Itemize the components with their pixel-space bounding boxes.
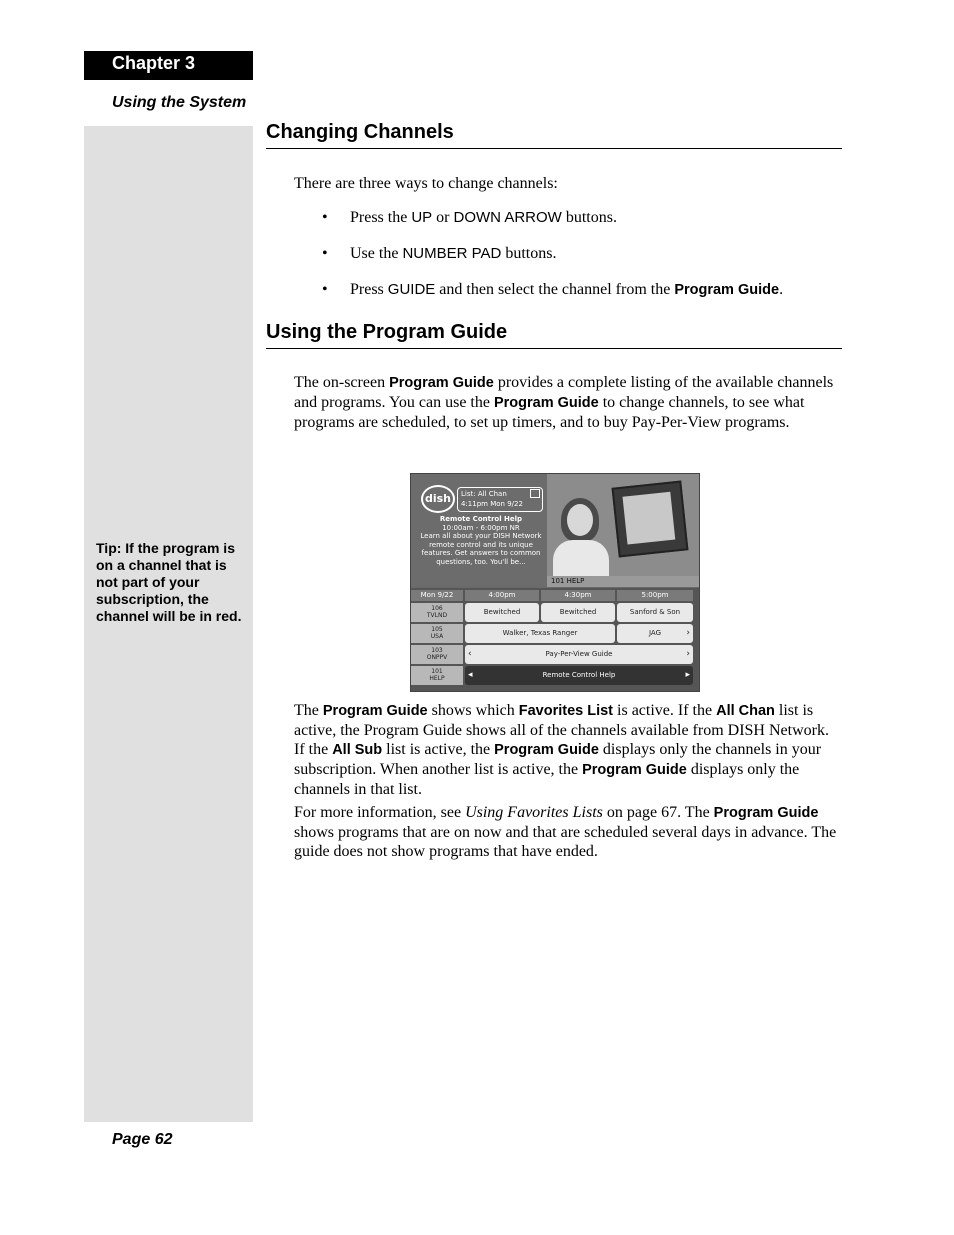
grid-channel: 105 USA: [411, 624, 463, 643]
triangle-left-icon: ◂: [468, 670, 473, 680]
presenter-face: [567, 504, 593, 536]
page-number: Page 62: [112, 1131, 173, 1148]
grid-time-slot: 4:00pm: [465, 590, 539, 601]
heading-changing-channels: Changing Channels: [266, 121, 842, 149]
favorites-list-indicator: [457, 487, 543, 512]
program-summary: Learn all about your DISH Network remote control and its unique features. Get answers to common questions, too. You'll be...: [420, 532, 542, 566]
grid-channel: 106 TVLND: [411, 603, 463, 622]
guide-info-panel: [411, 474, 547, 586]
section-label: Using the System: [112, 94, 247, 111]
video-preview: [547, 474, 699, 586]
chevron-right-icon: ›: [686, 649, 690, 659]
chevron-right-icon: ›: [686, 628, 690, 638]
guide-paragraph-2: The Program Guide shows which Favorites List is active. If the All Chan list is active, the Program Guide shows all of the channels available from DISH Network. If the All Sub list is active, the Program Guide displays only the channels in your subscription. When another list is active, the Program Guide displays only the channels in that list.: [294, 702, 829, 798]
current-time: 4:11pm Mon 9/22: [461, 500, 523, 508]
grid-time-slot: 5:00pm: [617, 590, 693, 601]
list-name: List: All Chan: [461, 490, 507, 498]
guide-paragraph-1: The on-screen Program Guide provides a complete listing of the available channels and programs. You can use the Program Guide to change channels, to see what programs are scheduled, to set up timers, and to buy Pay-Per-View programs.: [294, 374, 834, 431]
grid-program-cell[interactable]: ‹ Pay-Per-View Guide ›: [465, 645, 693, 664]
grid-channel: 103 ONPPV: [411, 645, 463, 664]
list-item: • Use the NUMBER PAD buttons.: [322, 245, 557, 262]
sidebar-tip: Tip: If the program is on a channel that is not part of your subscription, the channel will be in red.: [96, 540, 242, 624]
poster-image: [612, 481, 689, 558]
guide-paragraph-3: For more information, see Using Favorites Lists on page 67. The Program Guide shows programs that are on now and that are scheduled several days in advance. The guide does not show programs that have ended.: [294, 804, 837, 860]
grid-program-cell[interactable]: Bewitched: [541, 603, 615, 622]
tv-icon: [530, 489, 540, 498]
triangle-right-icon: ▸: [685, 670, 690, 680]
chapter-tab: Chapter 3: [84, 51, 253, 80]
list-item: • Press GUIDE and then select the channel from the Program Guide.: [322, 281, 784, 298]
grid-program-cell[interactable]: Bewitched: [465, 603, 539, 622]
preview-channel-label: 101 HELP: [547, 576, 700, 587]
grid-program-cell[interactable]: Walker, Texas Ranger: [465, 624, 615, 643]
dish-logo: dish: [421, 485, 455, 513]
grid-time-slot: 4:30pm: [541, 590, 615, 601]
guide-grid: [411, 588, 699, 691]
chevron-left-icon: ‹: [468, 649, 472, 659]
grid-date: Mon 9/22: [411, 590, 463, 601]
grid-program-cell[interactable]: Sanford & Son: [617, 603, 693, 622]
grid-channel: 101 HELP: [411, 666, 463, 685]
program-title: Remote Control Help: [439, 515, 523, 523]
program-guide-screenshot: [410, 473, 700, 692]
grid-program-cell[interactable]: JAG ›: [617, 624, 693, 643]
list-item: • Press the UP or DOWN ARROW buttons.: [322, 209, 617, 226]
intro-paragraph: There are three ways to change channels:: [294, 175, 558, 192]
program-time: 10:00am - 6:00pm NR: [442, 523, 520, 532]
grid-program-cell-selected[interactable]: ◂ Remote Control Help ▸: [465, 666, 693, 685]
program-description: [419, 515, 543, 567]
heading-program-guide: Using the Program Guide: [266, 321, 842, 349]
